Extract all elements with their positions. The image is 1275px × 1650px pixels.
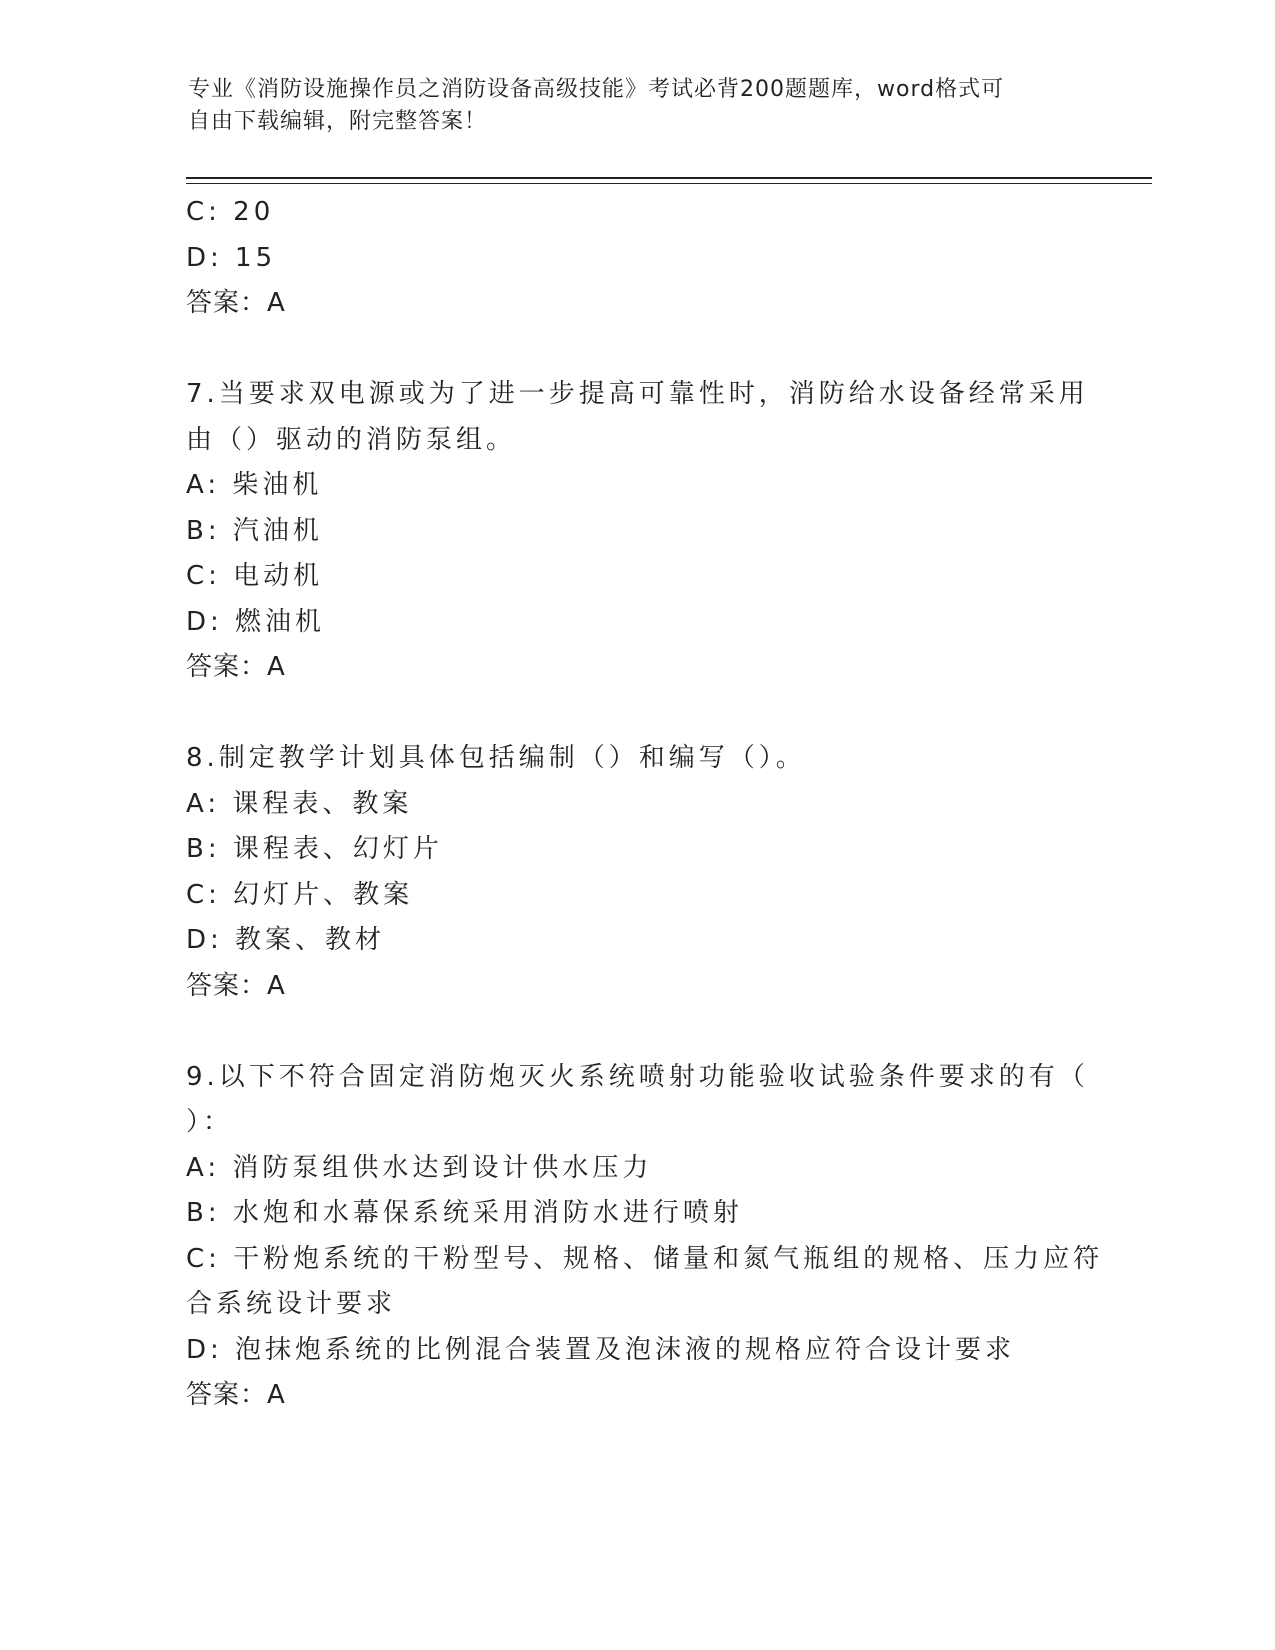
header-divider-thin	[186, 183, 1152, 184]
spacer	[186, 1009, 1086, 1055]
answer-label: 答案：A	[186, 970, 286, 1001]
option-d: D: 15	[186, 242, 277, 273]
header-line-2: 自由下载编辑，附完整答案！	[188, 109, 488, 134]
option-d: D: 教案、教材	[186, 925, 386, 955]
option-c: C: 幻灯片、教案	[186, 879, 414, 910]
question-6-tail	[186, 190, 1086, 327]
question-8	[186, 736, 1086, 1009]
header-line-1: 专业《消防设施操作员之消防设备高级技能》考试必背200题题库，word格式可	[188, 77, 1005, 102]
question-7	[186, 372, 1089, 691]
option-b: B: 水炮和水幕保系统采用消防水进行喷射	[186, 1198, 743, 1228]
option-a: A: 消防泵组供水达到设计供水压力	[186, 1152, 653, 1183]
answer-label: 答案：A	[186, 288, 286, 318]
question-content	[186, 190, 1104, 1419]
option-d: D: 燃油机	[186, 606, 326, 637]
question-stem: 7.当要求双电源或为了进一步提高可靠性时，消防给水设备经常采用	[186, 379, 1089, 409]
option-a: A: 柴油机	[186, 470, 323, 500]
option-c-continued: 合系统设计要求	[186, 1289, 397, 1319]
question-stem-continued: ）：	[186, 1107, 234, 1137]
option-b: B: 课程表、幻灯片	[186, 834, 443, 864]
question-stem: 9.以下不符合固定消防炮灭火系统喷射功能验收试验条件要求的有（	[186, 1061, 1089, 1092]
option-d: D: 泡抹炮系统的比例混合装置及泡沫液的规格应符合设计要求	[186, 1334, 1016, 1365]
question-stem: 8.制定教学计划具体包括编制（）和编写（）。	[186, 743, 806, 773]
answer-label: 答案：A	[186, 1380, 286, 1410]
question-stem-continued: 由（）驱动的消防泵组。	[186, 424, 517, 455]
option-a: A: 课程表、教案	[186, 788, 413, 819]
option-b: B: 汽油机	[186, 515, 323, 546]
option-c: C: 20	[186, 197, 275, 227]
answer-label: 答案：A	[186, 652, 286, 682]
spacer	[186, 691, 1086, 737]
option-c: C: 干粉炮系统的干粉型号、规格、储量和氮气瓶组的规格、压力应符	[186, 1243, 1104, 1274]
option-c: C: 电动机	[186, 561, 324, 591]
header-divider-thick	[186, 177, 1152, 179]
document-header	[188, 74, 1088, 138]
question-9	[186, 1055, 1104, 1419]
spacer	[186, 327, 1086, 373]
